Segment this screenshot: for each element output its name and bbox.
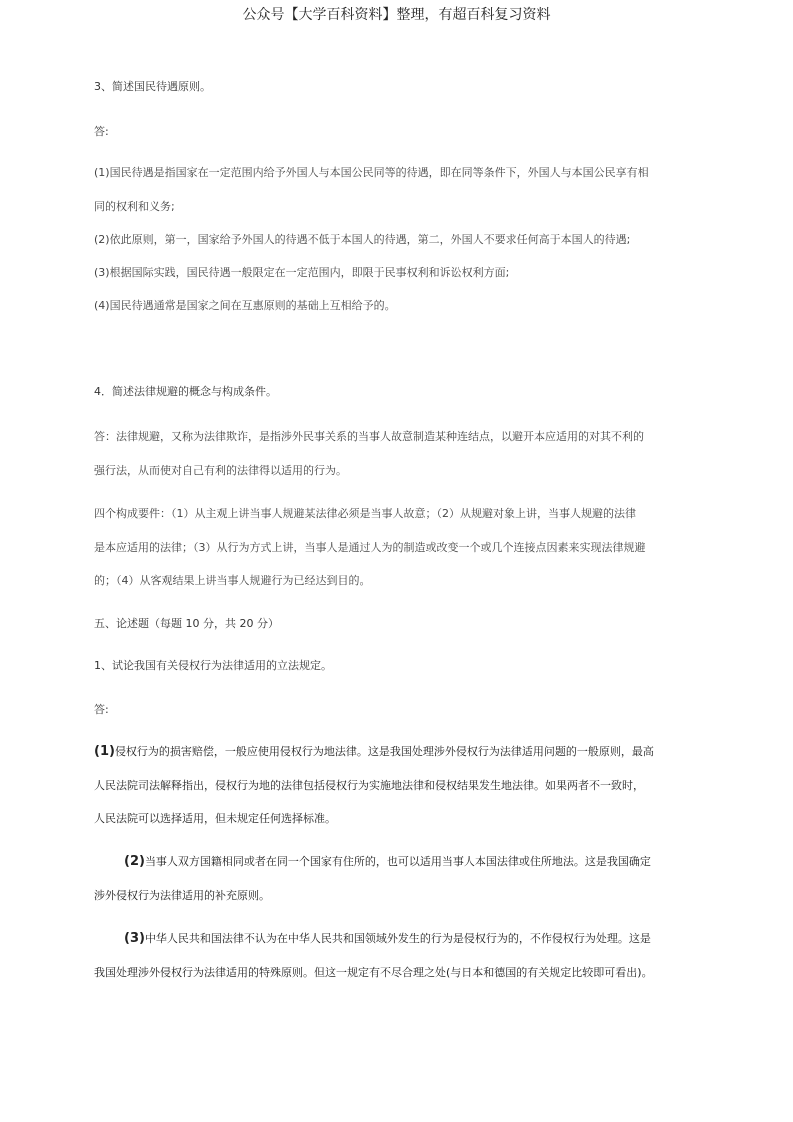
text-line: 侵权行为的损害赔偿，一般应使用侵权行为地法律。这是我国处理涉外侵权行为法律适用问题的一般原则，最高: [114, 745, 654, 758]
text-line: 强行法，从而使对自己有利的法律得以适用的行为。: [94, 464, 347, 477]
text-line: 是本应适用的法律；（3）从行为方式上讲，当事人是通过人为的制造或改变一个或几个连接点因素来实现法律规避: [94, 541, 646, 554]
text-line: 答：法律规避，又称为法律欺诈，是指涉外民事关系的当事人故意制造某种连结点，以避开本应适用的对其不利的: [94, 430, 644, 443]
answer-label: 答:: [94, 703, 109, 716]
text-line: 的；（4）从客观结果上讲当事人规避行为已经达到目的。: [94, 574, 371, 587]
section-5-title: 五、论述题（每题 10 分，共 20 分）: [94, 617, 279, 630]
text-line: 同的权利和义务;: [94, 200, 175, 213]
answer-label: 答:: [94, 125, 109, 138]
text-line: 涉外侵权行为法律适用的补充原则。: [94, 889, 270, 902]
text-line: 四个构成要件：（1）从主观上讲当事人规避某法律必须是当事人故意；（2）从规避对象上讲，当事人规避的法律: [94, 507, 636, 520]
text-line: 中华人民共和国法律不认为在中华人民共和国领域外发生的行为是侵权行为的，不作侵权行为处理。这是: [144, 932, 651, 945]
essay-question-1-title: 1、试论我国有关侵权行为法律适用的立法规定。: [94, 659, 332, 672]
paragraph-number: (2): [124, 854, 145, 869]
paragraph-3-line: [124, 930, 651, 946]
text-line: 人民法院司法解释指出，侵权行为地的法律包括侵权行为实施地法律和侵权结果发生地法律。如果两者不一致时，: [94, 779, 644, 792]
page-header: 公众号【大学百科资料】整理，有超百科复习资料: [242, 7, 551, 23]
text-line: 人民法院可以选择适用，但未规定任何选择标准。: [94, 812, 336, 825]
text-line: (4)国民待遇通常是国家之间在互惠原则的基础上互相给予的。: [94, 299, 396, 312]
paragraph-number: (3): [124, 931, 145, 946]
paragraph-2-line: [124, 853, 651, 869]
question-4-title: 4．简述法律规避的概念与构成条件。: [94, 385, 277, 398]
text-line: (3)根据国际实践，国民待遇一般限定在一定范围内，即限于民事权利和诉讼权利方面;: [94, 266, 510, 279]
text-line: 当事人双方国籍相同或者在同一个国家有住所的，也可以适用当事人本国法律或住所地法。这是我国确定: [144, 855, 651, 868]
text-line: (2)依此原则，第一，国家给予外国人的待遇不低于本国人的待遇，第二，外国人不要求任何高于本国人的待遇;: [94, 233, 631, 246]
paragraph-1-line: [94, 743, 654, 759]
text-line: (1)国民待遇是指国家在一定范围内给予外国人与本国公民同等的待遇，即在同等条件下，外国人与本国公民享有相: [94, 166, 649, 179]
text-line: 我国处理涉外侵权行为法律适用的特殊原则。但这一规定有不尽合理之处(与日本和德国的有关规定比较即可看出)。: [94, 966, 653, 979]
paragraph-number: (1): [94, 744, 115, 759]
question-3-title: 3、简述国民待遇原则。: [94, 80, 211, 93]
